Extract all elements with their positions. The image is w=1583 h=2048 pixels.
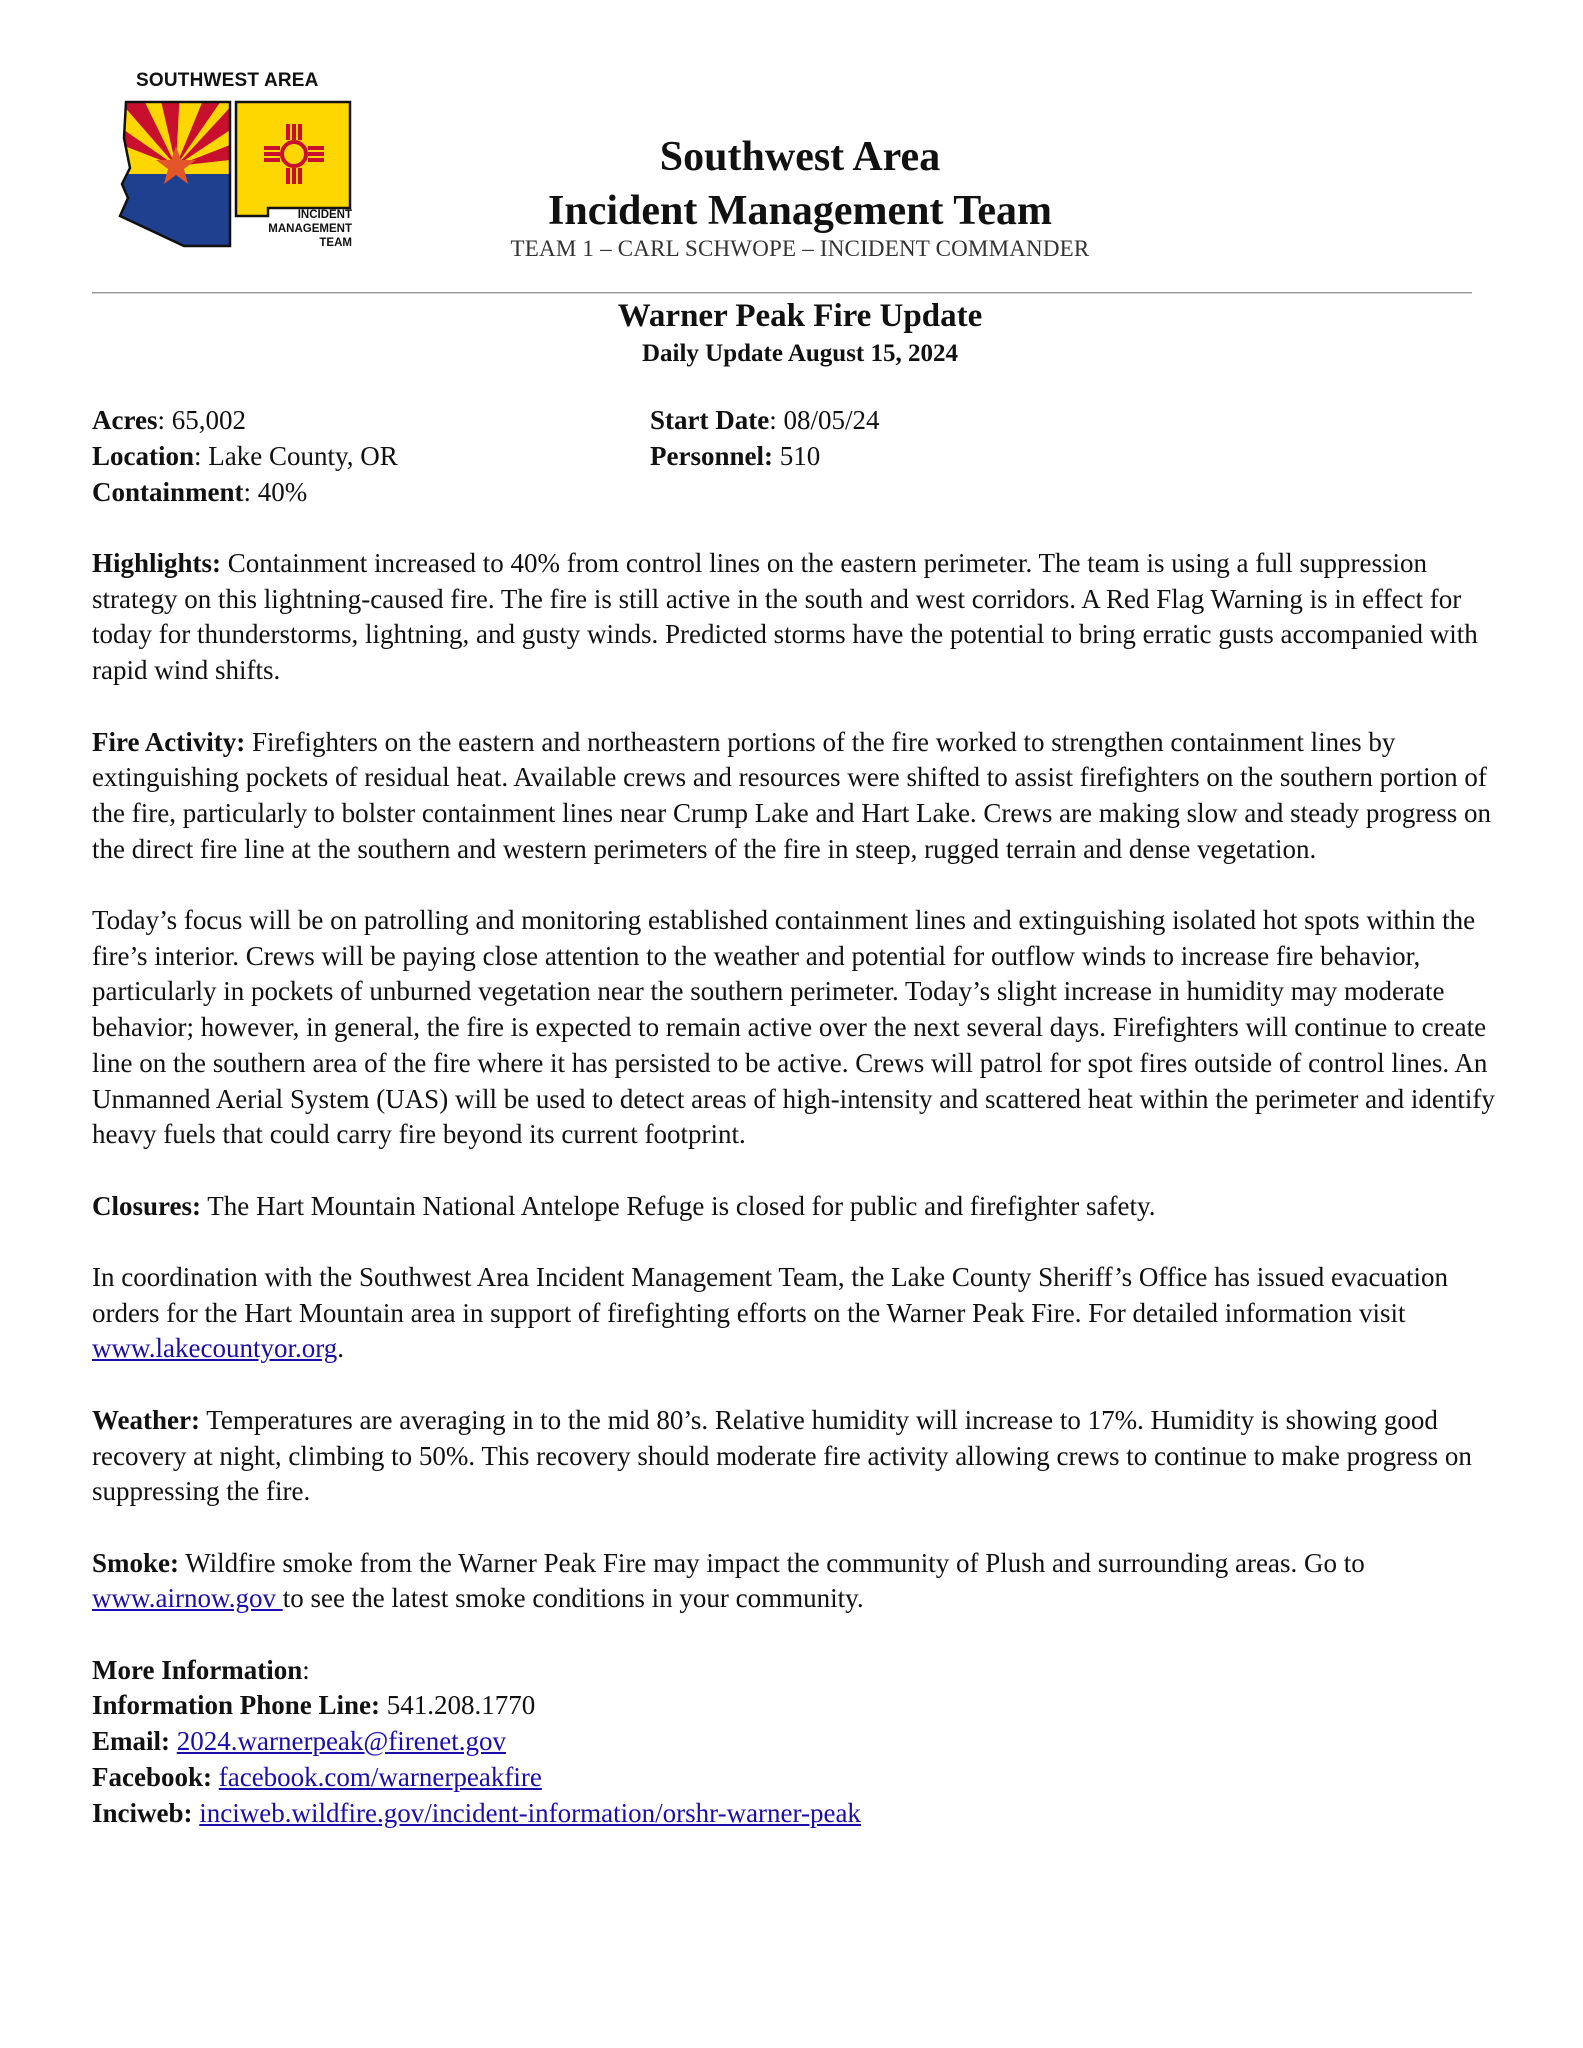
update-title: Warner Peak Fire Update [617,298,983,334]
org-title-line1: Southwest Area [659,134,941,180]
phone-line [92,1688,1512,1724]
highlights-paragraph [92,546,1512,689]
fact-start-date [650,402,879,438]
lakecounty-link[interactable]: www.lakecountyor.org [92,1333,338,1364]
logo-sub-line: MANAGEMENT [268,223,352,235]
facebook-line [92,1760,1512,1796]
phone-label: Information Phone Line: [92,1690,381,1721]
smoke-paragraph [92,1546,1512,1617]
team-line: TEAM 1 – CARL SCHWOPE – INCIDENT COMMANDER [510,236,1090,261]
logo-subtitle [268,208,352,250]
section-text: The Hart Mountain National Antelope Refuge is closed for public and firefighter safety. [201,1190,1156,1221]
fact-value: : Lake County, OR [194,441,398,471]
more-information [92,1653,1512,1832]
fact-containment [92,474,307,510]
fact-acres [92,402,246,438]
section-text: In coordination with the Southwest Area Incident Management Team, the Lake County Sheriff’s Office has issued evacuation orders for the Hart Mountain area in support of firefighting efforts on the Warner Peak Fire. For detailed information visit [92,1262,1448,1328]
airnow-link[interactable]: www.airnow.gov [92,1583,283,1614]
fact-personnel [650,438,820,474]
update-body [92,546,1512,1831]
inciweb-line [92,1796,1512,1832]
section-label: Smoke: [92,1547,179,1578]
inciweb-label: Inciweb: [92,1797,193,1828]
section-text: . [337,1333,344,1364]
coordination-paragraph [92,1260,1512,1367]
fact-label: Location [92,441,195,471]
section-label: Highlights: [92,548,222,578]
more-info-heading-text: More Information [92,1654,303,1685]
phone-value: 541.208.1770 [380,1690,536,1721]
fact-value: : 40% [243,477,308,507]
facebook-link[interactable]: facebook.com/warnerpeakfire [218,1761,542,1792]
section-label: Fire Activity: [92,726,246,757]
email-line [92,1724,1512,1760]
email-link[interactable]: 2024.warnerpeak@firenet.gov [176,1726,506,1757]
more-info-heading [92,1653,1512,1689]
update-date: Daily Update August 15, 2024 [641,340,958,367]
section-text: Temperatures are averaging in to the mid 80’s. Relative humidity will increase to 17%. Humidity is showing good recovery at night, climbing to 50%. This recovery should moderate fire activity allowing crews to continue to make progress on suppressing the fire. [92,1404,1472,1507]
section-text: to see the latest smoke conditions in your community. [282,1583,864,1614]
section-text: Containment increased to 40% from control lines on the eastern perimeter. The team is using a full suppression strategy on this lightning-caused fire. The fire is still active in the south and west corridors. A Red Flag Warning is in effect for today for thunderstorms, lightning, and gusty winds. Predicted storms have the potential to bring erratic gusts accompanied with rapid wind shifts. [92,548,1478,686]
fact-value: : 08/05/24 [769,405,880,435]
org-title [440,130,1160,238]
section-text: Firefighters on the eastern and northeastern portions of the fire worked to strengthen containment lines by extinguishing pockets of residual heat. Available crews and resources were shifted to assist firefighters on the southern portion of the fire, particularly to bolster containment lines near Crump Lake and Hart Lake. Crews are making slow and steady progress on the direct fire line at the southern and western perimeters of the fire in steep, rugged terrain and dense vegetation. [92,726,1492,864]
email-label: Email: [92,1726,170,1757]
closures-paragraph [92,1189,1512,1225]
heading-colon: : [302,1654,310,1685]
section-text: Wildfire smoke from the Warner Peak Fire may impact the community of Plush and surrounding areas. Go to [179,1547,1365,1578]
fact-label: Containment [92,477,244,507]
swimt-logo [118,70,368,260]
fact-value: : 65,002 [157,405,246,435]
fact-label: Acres [92,405,158,435]
logo-title: SOUTHWEST AREA [136,70,319,91]
weather-paragraph [92,1403,1512,1510]
fact-label: Personnel: [650,441,773,471]
section-label: Weather: [92,1404,200,1435]
org-title-line2: Incident Management Team [548,188,1052,234]
focus-paragraph: Today’s focus will be on patrolling and monitoring established containment lines and extinguishing isolated hot spots within the fire’s interior. Crews will be paying close attention to the weather and potential for outflow winds to increase fire behavior, particularly in pockets of unburned vegetation near the southern perimeter. Today’s slight increase in humidity may moderate behavior; however, in general, the fire is expected to remain active over the next several days. Firefighters will continue to create line on the southern area of the fire where it has persisted to be active. Crews will patrol for spot fires outside of control lines. An Unmanned Aerial System (UAS) will be used to detect areas of high-intensity and scattered heat within the perimeter and identify heavy fuels that could carry fire beyond its current footprint. [92,905,1495,1150]
fact-value: 510 [772,441,821,471]
header-divider [92,292,1472,294]
fact-label: Start Date [650,405,770,435]
logo-sub-line: TEAM [319,237,352,249]
section-label: Closures: [92,1190,202,1221]
logo-sub-line: INCIDENT [297,209,352,221]
fact-location [92,438,398,474]
fire-activity-paragraph [92,725,1512,868]
facebook-label: Facebook: [92,1761,212,1792]
inciweb-link[interactable]: inciweb.wildfire.gov/incident-information/orshr-warner-peak [199,1797,861,1828]
